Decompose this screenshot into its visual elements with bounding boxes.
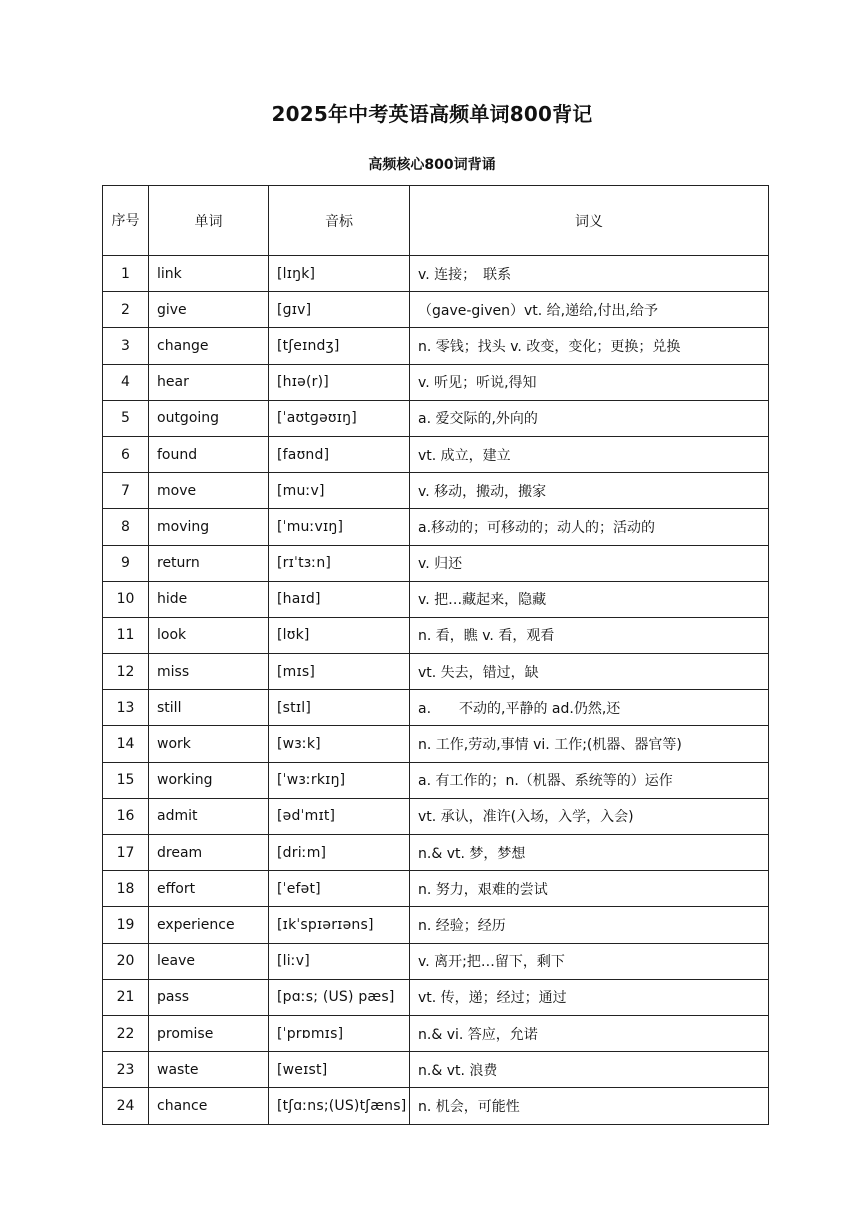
row-word: hear bbox=[149, 364, 269, 400]
row-index: 12 bbox=[103, 654, 149, 690]
row-index: 18 bbox=[103, 871, 149, 907]
row-index: 15 bbox=[103, 762, 149, 798]
row-word: promise bbox=[149, 1015, 269, 1051]
row-meaning: n.& vt. 梦，梦想 bbox=[410, 835, 769, 871]
table-row bbox=[103, 581, 769, 617]
table-row bbox=[103, 509, 769, 545]
header-phonetic: 音标 bbox=[269, 186, 410, 256]
table-row bbox=[103, 473, 769, 509]
row-phonetic: [driːm] bbox=[269, 835, 410, 871]
row-index: 20 bbox=[103, 943, 149, 979]
row-meaning: n. 努力，艰难的尝试 bbox=[410, 871, 769, 907]
page-title: 2025年中考英语高频单词800背记 bbox=[271, 102, 593, 126]
row-phonetic: [ɡɪv] bbox=[269, 292, 410, 328]
row-phonetic: [pɑːs; (US) pæs] bbox=[269, 979, 410, 1015]
row-meaning: a. 不动的,平静的 ad.仍然,还 bbox=[410, 690, 769, 726]
row-word: look bbox=[149, 617, 269, 653]
row-meaning: vt. 传，递；经过；通过 bbox=[410, 979, 769, 1015]
row-index: 3 bbox=[103, 328, 149, 364]
row-word: still bbox=[149, 690, 269, 726]
row-phonetic: [tʃɑːns;(US)tʃæns] bbox=[269, 1088, 410, 1124]
row-phonetic: [mɪs] bbox=[269, 654, 410, 690]
table-row bbox=[103, 1088, 769, 1124]
header-index: 序号 bbox=[103, 186, 149, 256]
row-meaning: n. 零钱；找头 v. 改变，变化；更换；兑换 bbox=[410, 328, 769, 364]
row-phonetic: [tʃeɪndʒ] bbox=[269, 328, 410, 364]
row-word: change bbox=[149, 328, 269, 364]
row-phonetic: [liːv] bbox=[269, 943, 410, 979]
row-word: pass bbox=[149, 979, 269, 1015]
row-index: 11 bbox=[103, 617, 149, 653]
table-row bbox=[103, 400, 769, 436]
row-word: move bbox=[149, 473, 269, 509]
row-index: 17 bbox=[103, 835, 149, 871]
row-word: dream bbox=[149, 835, 269, 871]
table-row bbox=[103, 256, 769, 292]
table-row bbox=[103, 654, 769, 690]
row-meaning: v. 连接； 联系 bbox=[410, 256, 769, 292]
row-word: link bbox=[149, 256, 269, 292]
header-meaning: 词义 bbox=[410, 186, 769, 256]
row-word: outgoing bbox=[149, 400, 269, 436]
table-row bbox=[103, 328, 769, 364]
row-index: 16 bbox=[103, 798, 149, 834]
row-phonetic: [ˈwɜːrkɪŋ] bbox=[269, 762, 410, 798]
table-row bbox=[103, 1015, 769, 1051]
row-phonetic: [rɪˈtɜːn] bbox=[269, 545, 410, 581]
row-word: waste bbox=[149, 1052, 269, 1088]
table-row bbox=[103, 292, 769, 328]
row-index: 22 bbox=[103, 1015, 149, 1051]
table-row bbox=[103, 436, 769, 472]
row-index: 23 bbox=[103, 1052, 149, 1088]
table-row bbox=[103, 871, 769, 907]
row-meaning: vt. 失去，错过，缺 bbox=[410, 654, 769, 690]
row-meaning: a. 有工作的；n.（机器、系统等的）运作 bbox=[410, 762, 769, 798]
table-row bbox=[103, 762, 769, 798]
row-phonetic: [wɜːk] bbox=[269, 726, 410, 762]
row-meaning: n.& vi. 答应，允诺 bbox=[410, 1015, 769, 1051]
row-phonetic: [ˈmuːvɪŋ] bbox=[269, 509, 410, 545]
row-word: work bbox=[149, 726, 269, 762]
row-index: 6 bbox=[103, 436, 149, 472]
row-phonetic: [haɪd] bbox=[269, 581, 410, 617]
row-index: 10 bbox=[103, 581, 149, 617]
row-meaning: a. 爱交际的,外向的 bbox=[410, 400, 769, 436]
row-meaning: v. 离开;把…留下，剩下 bbox=[410, 943, 769, 979]
row-index: 13 bbox=[103, 690, 149, 726]
row-word: leave bbox=[149, 943, 269, 979]
row-meaning: n.& vt. 浪费 bbox=[410, 1052, 769, 1088]
row-word: found bbox=[149, 436, 269, 472]
row-phonetic: [weɪst] bbox=[269, 1052, 410, 1088]
table-subtitle: 高频核心800词背诵 bbox=[368, 157, 496, 173]
row-phonetic: [ədˈmɪt] bbox=[269, 798, 410, 834]
row-phonetic: [hɪə(r)] bbox=[269, 364, 410, 400]
row-index: 5 bbox=[103, 400, 149, 436]
row-word: return bbox=[149, 545, 269, 581]
table-row bbox=[103, 979, 769, 1015]
table-row bbox=[103, 617, 769, 653]
vocabulary-table bbox=[102, 185, 769, 1125]
row-index: 9 bbox=[103, 545, 149, 581]
row-word: effort bbox=[149, 871, 269, 907]
row-index: 19 bbox=[103, 907, 149, 943]
row-meaning: n. 工作,劳动,事情 vi. 工作;(机器、器官等) bbox=[410, 726, 769, 762]
row-word: miss bbox=[149, 654, 269, 690]
row-index: 24 bbox=[103, 1088, 149, 1124]
row-word: chance bbox=[149, 1088, 269, 1124]
table-row bbox=[103, 1052, 769, 1088]
row-phonetic: [ˈefət] bbox=[269, 871, 410, 907]
table-row bbox=[103, 364, 769, 400]
row-phonetic: [ˈprɒmɪs] bbox=[269, 1015, 410, 1051]
row-meaning: （gave-given）vt. 给,递给,付出,给予 bbox=[410, 292, 769, 328]
table-row bbox=[103, 798, 769, 834]
row-index: 21 bbox=[103, 979, 149, 1015]
row-meaning: a.移动的；可移动的；动人的；活动的 bbox=[410, 509, 769, 545]
row-index: 7 bbox=[103, 473, 149, 509]
table-row bbox=[103, 726, 769, 762]
row-phonetic: [lʊk] bbox=[269, 617, 410, 653]
row-phonetic: [stɪl] bbox=[269, 690, 410, 726]
row-meaning: vt. 成立，建立 bbox=[410, 436, 769, 472]
table-row bbox=[103, 907, 769, 943]
row-meaning: vt. 承认，准许(入场，入学，入会) bbox=[410, 798, 769, 834]
row-meaning: n. 机会，可能性 bbox=[410, 1088, 769, 1124]
row-meaning: n. 经验；经历 bbox=[410, 907, 769, 943]
table-row bbox=[103, 545, 769, 581]
row-word: hide bbox=[149, 581, 269, 617]
table-row bbox=[103, 943, 769, 979]
header-word: 单词 bbox=[149, 186, 269, 256]
row-phonetic: [muːv] bbox=[269, 473, 410, 509]
row-index: 4 bbox=[103, 364, 149, 400]
row-index: 2 bbox=[103, 292, 149, 328]
row-meaning: n. 看，瞧 v. 看，观看 bbox=[410, 617, 769, 653]
table-row bbox=[103, 835, 769, 871]
row-phonetic: [faʊnd] bbox=[269, 436, 410, 472]
table-body bbox=[103, 256, 769, 1125]
row-meaning: v. 移动，搬动，搬家 bbox=[410, 473, 769, 509]
row-word: experience bbox=[149, 907, 269, 943]
row-index: 8 bbox=[103, 509, 149, 545]
row-phonetic: [lɪŋk] bbox=[269, 256, 410, 292]
row-meaning: v. 把…藏起来，隐藏 bbox=[410, 581, 769, 617]
row-word: moving bbox=[149, 509, 269, 545]
row-word: give bbox=[149, 292, 269, 328]
row-index: 14 bbox=[103, 726, 149, 762]
row-phonetic: [ˈaʊtɡəʊɪŋ] bbox=[269, 400, 410, 436]
row-word: admit bbox=[149, 798, 269, 834]
row-index: 1 bbox=[103, 256, 149, 292]
row-meaning: v. 归还 bbox=[410, 545, 769, 581]
table-row bbox=[103, 690, 769, 726]
row-meaning: v. 听见；听说,得知 bbox=[410, 364, 769, 400]
table-header-row bbox=[103, 186, 769, 256]
row-word: working bbox=[149, 762, 269, 798]
row-phonetic: [ɪkˈspɪərɪəns] bbox=[269, 907, 410, 943]
